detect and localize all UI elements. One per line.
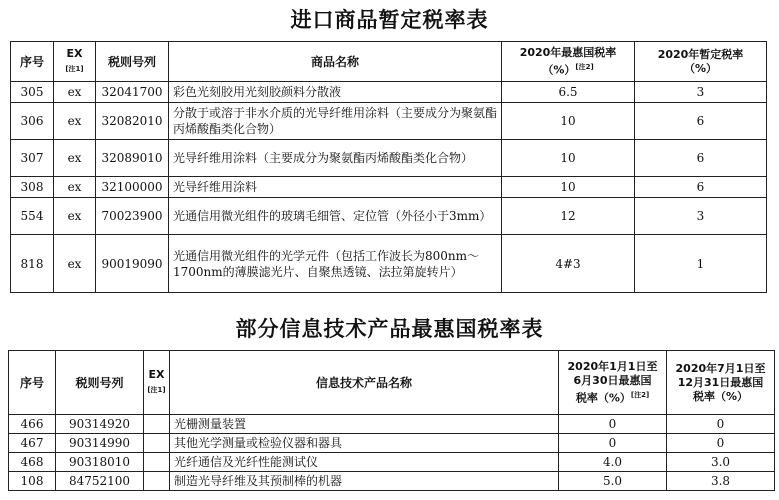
cell-temp: 6 [635,103,767,140]
cell-code: 32041700 [96,82,169,103]
table2-header-row [9,351,775,415]
cell-temp: 6 [635,140,767,177]
col-mfn-header [502,42,635,82]
cell-code: 32100000 [96,177,169,198]
cell-mfn: 10 [502,177,635,198]
col-ex-header [54,42,96,82]
ex-label: EX [66,47,83,60]
cell-name: 光栅测量装置 [170,415,559,434]
table-row [11,140,767,177]
cell-mfn: 10 [502,140,635,177]
mfn-note: [注2] [575,62,594,71]
table-row [11,198,767,235]
cell-name: 其他光学测量或检验仪器和器具 [170,434,559,453]
cell-temp: 3 [635,82,767,103]
cell-name: 光导纤维用涂料 [169,177,502,198]
ex-note: [注1] [65,65,84,73]
cell-seq: 308 [11,177,54,198]
col-name-header: 信息技术产品名称 [170,351,559,415]
cell-rate2: 0 [667,434,775,453]
rate1-header-line3: 税率（%） [575,391,631,405]
cell-name: 光导纤维用涂料（主要成分为聚氨酯丙烯酸酯类化合物） [169,140,502,177]
it-products-tariff-table [8,350,775,491]
cell-seq: 305 [11,82,54,103]
temp-header-line2: （%） [683,61,718,75]
table-row [9,415,775,434]
cell-ex [144,434,170,453]
cell-rate1: 4.0 [559,453,667,472]
cell-rate2: 0 [667,415,775,434]
cell-seq: 307 [11,140,54,177]
col-name-header: 商品名称 [169,42,502,82]
cell-seq: 108 [9,472,56,491]
cell-code: 84752100 [56,472,144,491]
rate1-header-line2: 6月30日最惠国 [573,373,652,387]
rate2-header-line3: 税率（%） [692,389,749,403]
table2-title: 部分信息技术产品最惠国税率表 [235,317,544,341]
cell-ex: ex [54,198,96,235]
temp-header-line1: 2020年暂定税率 [657,47,744,61]
col-ex-header [144,351,170,415]
cell-seq: 466 [9,415,56,434]
col-code-header: 税则号列 [56,351,144,415]
cell-temp: 1 [635,235,767,293]
col-rate1-header [559,351,667,415]
mfn-header-line2: （%） [542,63,576,77]
ex-label: EX [148,368,165,381]
cell-name: 彩色光刻胶用光刻胶颜料分散液 [169,82,502,103]
cell-code: 70023900 [96,198,169,235]
cell-seq: 818 [11,235,54,293]
cell-code: 90019090 [96,235,169,293]
ex-note: [注1] [147,386,166,394]
cell-code: 32082010 [96,103,169,140]
cell-temp: 3 [635,198,767,235]
cell-ex [144,415,170,434]
cell-mfn: 10 [502,103,635,140]
cell-seq: 467 [9,434,56,453]
table1-header-row [11,42,767,82]
cell-code: 32089010 [96,140,169,177]
table-row [11,103,767,140]
cell-mfn: 4#3 [502,235,635,293]
table-row [9,472,775,491]
cell-rate1: 5.0 [559,472,667,491]
cell-ex [144,472,170,491]
table-row [11,82,767,103]
cell-code: 90314920 [56,415,144,434]
cell-ex [144,453,170,472]
cell-rate2: 3.0 [667,453,775,472]
table-row [11,177,767,198]
cell-ex: ex [54,82,96,103]
cell-seq: 554 [11,198,54,235]
col-seq-header: 序号 [11,42,54,82]
table1-title: 进口商品暂定税率表 [290,8,489,32]
rate2-header-line2: 12月31日最惠国 [677,375,764,389]
cell-code: 90318010 [56,453,144,472]
cell-rate1: 0 [559,415,667,434]
cell-ex: ex [54,140,96,177]
table-row [9,434,775,453]
cell-mfn: 12 [502,198,635,235]
cell-code: 90314990 [56,434,144,453]
col-temp-header [635,42,767,82]
rate1-note: [注2] [630,390,650,399]
cell-name: 分散于或溶于非水介质的光导纤维用涂料（主要成分为聚氨酯丙烯酸酯类化合物） [169,103,502,140]
rate1-header-line1: 2020年1月1日至 [567,359,658,373]
cell-ex: ex [54,235,96,293]
col-rate2-header [667,351,775,415]
table-row [11,235,767,293]
cell-ex: ex [54,177,96,198]
cell-name: 光纤通信及光纤性能测试仪 [170,453,559,472]
col-code-header: 税则号列 [96,42,169,82]
rate2-header-line1: 2020年7月1日至 [675,361,766,375]
cell-ex: ex [54,103,96,140]
mfn-header-line1: 2020年最惠国税率 [519,45,617,59]
cell-rate2: 3.8 [667,472,775,491]
cell-name: 光通信用微光组件的光学元件（包括工作波长为800nm～1700nm的薄膜滤光片、自聚焦透镜、法拉第旋转片） [169,235,502,293]
cell-mfn: 6.5 [502,82,635,103]
provisional-tariff-table [10,41,767,293]
cell-name: 光通信用微光组件的玻璃毛细管、定位管（外径小于3mm） [169,198,502,235]
cell-name: 制造光导纤维及其预制棒的机器 [170,472,559,491]
table-row [9,453,775,472]
cell-seq: 468 [9,453,56,472]
col-seq-header: 序号 [9,351,56,415]
cell-rate1: 0 [559,434,667,453]
cell-seq: 306 [11,103,54,140]
cell-temp: 6 [635,177,767,198]
